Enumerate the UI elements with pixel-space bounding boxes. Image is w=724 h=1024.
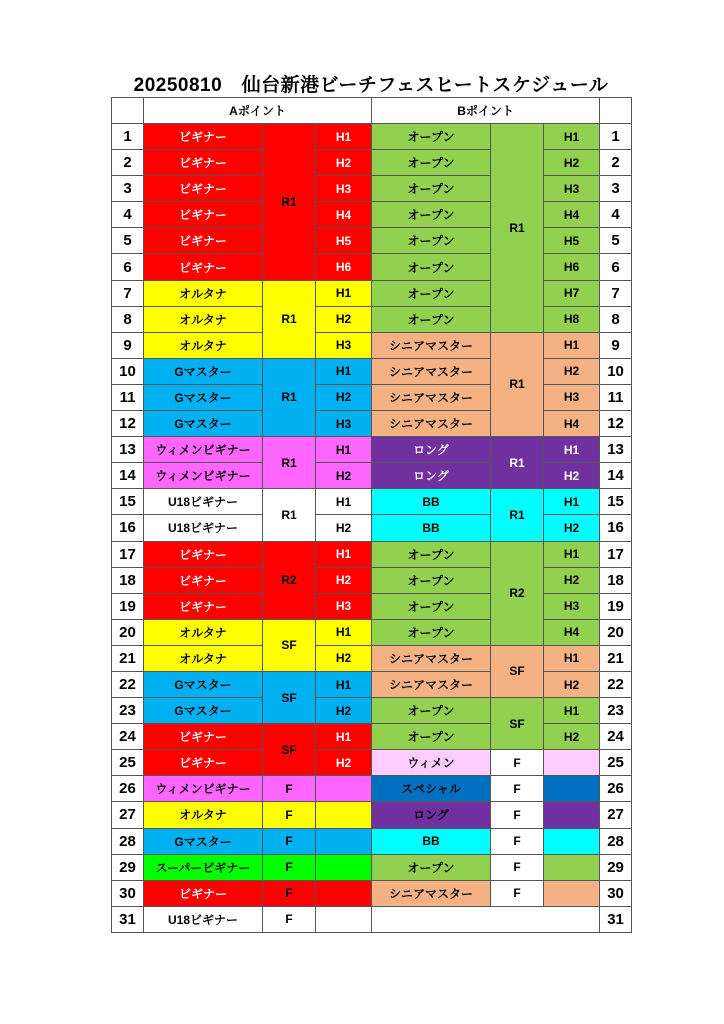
heat-number-left: 18 xyxy=(112,567,144,593)
b-round: F xyxy=(491,854,544,880)
heat-number-right: 3 xyxy=(600,176,632,202)
heat-number-right: 23 xyxy=(600,698,632,724)
b-round: F xyxy=(491,880,544,906)
a-category: Gマスター xyxy=(144,671,263,697)
heat-number-right: 27 xyxy=(600,802,632,828)
b-heat: H4 xyxy=(544,411,600,437)
a-category: ビギナー xyxy=(144,202,263,228)
b-category: オープン xyxy=(372,254,491,280)
a-heat: H2 xyxy=(316,306,372,332)
b-point-header: Bポイント xyxy=(372,98,600,124)
a-category: Gマスター xyxy=(144,411,263,437)
a-round: R1 xyxy=(263,489,316,541)
table-row xyxy=(112,515,632,541)
b-category: シニアマスター xyxy=(372,358,491,384)
b-category: オープン xyxy=(372,619,491,645)
b-category: オープン xyxy=(372,202,491,228)
a-category: ウィメンビギナー xyxy=(144,463,263,489)
a-round: SF xyxy=(263,619,316,671)
a-heat: H1 xyxy=(316,124,372,150)
heat-number-right: 1 xyxy=(600,124,632,150)
a-heat xyxy=(316,854,372,880)
a-heat: H1 xyxy=(316,619,372,645)
b-heat: H1 xyxy=(544,332,600,358)
b-round: F xyxy=(491,802,544,828)
page-title: 20250810 仙台新港ビーチフェスヒートスケジュール xyxy=(133,75,609,96)
b-category: オープン xyxy=(372,228,491,254)
heat-number-right: 6 xyxy=(600,254,632,280)
heat-number-right: 30 xyxy=(600,880,632,906)
heat-number-right: 10 xyxy=(600,358,632,384)
table-row xyxy=(112,358,632,384)
a-category: Gマスター xyxy=(144,828,263,854)
table-row xyxy=(112,802,632,828)
a-round: F xyxy=(263,828,316,854)
table-row xyxy=(112,489,632,515)
b-heat: H4 xyxy=(544,619,600,645)
b-heat: H7 xyxy=(544,280,600,306)
heat-number-right: 20 xyxy=(600,619,632,645)
heat-number-left: 7 xyxy=(112,280,144,306)
table-row xyxy=(112,567,632,593)
heat-number-left: 31 xyxy=(112,906,144,932)
b-heat: H2 xyxy=(544,515,600,541)
a-category: U18ビギナー xyxy=(144,515,263,541)
b-heat: H6 xyxy=(544,254,600,280)
table-row xyxy=(112,593,632,619)
b-heat: H5 xyxy=(544,228,600,254)
a-heat: H1 xyxy=(316,280,372,306)
heat-number-right: 12 xyxy=(600,411,632,437)
a-category: U18ビギナー xyxy=(144,489,263,515)
a-heat: H2 xyxy=(316,515,372,541)
a-heat: H3 xyxy=(316,411,372,437)
a-heat: H2 xyxy=(316,567,372,593)
heat-number-right: 29 xyxy=(600,854,632,880)
a-heat: H3 xyxy=(316,593,372,619)
heat-number-left: 14 xyxy=(112,463,144,489)
heat-number-right: 9 xyxy=(600,332,632,358)
a-round: R1 xyxy=(263,358,316,436)
b-heat: H2 xyxy=(544,150,600,176)
b-category: BB xyxy=(372,515,491,541)
a-heat: H1 xyxy=(316,437,372,463)
b-round: R1 xyxy=(491,489,544,541)
heat-number-right: 24 xyxy=(600,724,632,750)
b-category: シニアマスター xyxy=(372,645,491,671)
a-heat xyxy=(316,776,372,802)
b-heat xyxy=(544,828,600,854)
heat-number-right: 11 xyxy=(600,384,632,410)
heat-number-left: 15 xyxy=(112,489,144,515)
a-heat xyxy=(316,828,372,854)
table-row xyxy=(112,280,632,306)
a-heat: H1 xyxy=(316,671,372,697)
heat-number-left: 22 xyxy=(112,671,144,697)
heat-number-right: 2 xyxy=(600,150,632,176)
table-row xyxy=(112,150,632,176)
a-category: U18ビギナー xyxy=(144,906,263,932)
a-heat: H1 xyxy=(316,489,372,515)
b-category: スペシャル xyxy=(372,776,491,802)
b-heat xyxy=(544,802,600,828)
heat-number-right: 5 xyxy=(600,228,632,254)
heat-number-left: 26 xyxy=(112,776,144,802)
a-round: R1 xyxy=(263,437,316,489)
heat-number-left: 2 xyxy=(112,150,144,176)
b-category: ロング xyxy=(372,437,491,463)
heat-number-left: 1 xyxy=(112,124,144,150)
a-heat: H2 xyxy=(316,463,372,489)
a-category: ビギナー xyxy=(144,228,263,254)
b-heat: H4 xyxy=(544,202,600,228)
b-category: オープン xyxy=(372,176,491,202)
a-category: ビギナー xyxy=(144,880,263,906)
a-category: オルタナ xyxy=(144,645,263,671)
b-category: ウィメン xyxy=(372,750,491,776)
header-row xyxy=(112,98,632,124)
a-round: R1 xyxy=(263,280,316,358)
b-round: F xyxy=(491,750,544,776)
a-round: F xyxy=(263,880,316,906)
table-row xyxy=(112,619,632,645)
b-category: シニアマスター xyxy=(372,332,491,358)
b-category: オープン xyxy=(372,854,491,880)
heat-number-left: 19 xyxy=(112,593,144,619)
a-round: SF xyxy=(263,671,316,723)
table-row xyxy=(112,698,632,724)
heat-number-right: 7 xyxy=(600,280,632,306)
table-row xyxy=(112,332,632,358)
heat-number-left: 13 xyxy=(112,437,144,463)
b-category: BB xyxy=(372,828,491,854)
b-category: オープン xyxy=(372,541,491,567)
a-category: ビギナー xyxy=(144,124,263,150)
heat-number-right: 26 xyxy=(600,776,632,802)
heat-number-left: 27 xyxy=(112,802,144,828)
table-row xyxy=(112,384,632,410)
a-category: オルタナ xyxy=(144,619,263,645)
a-category: オルタナ xyxy=(144,280,263,306)
b-category: シニアマスター xyxy=(372,671,491,697)
heat-number-right: 17 xyxy=(600,541,632,567)
table-row xyxy=(112,724,632,750)
b-round: R1 xyxy=(491,332,544,436)
a-heat: H2 xyxy=(316,150,372,176)
b-heat: H2 xyxy=(544,671,600,697)
heat-number-left: 6 xyxy=(112,254,144,280)
table-row xyxy=(112,254,632,280)
b-heat: H3 xyxy=(544,593,600,619)
a-category: ビギナー xyxy=(144,541,263,567)
heat-number-right: 16 xyxy=(600,515,632,541)
b-category: BB xyxy=(372,489,491,515)
a-heat xyxy=(316,802,372,828)
heat-number-right: 14 xyxy=(600,463,632,489)
a-point-header: Aポイント xyxy=(144,98,372,124)
b-heat: H8 xyxy=(544,306,600,332)
table-row xyxy=(112,750,632,776)
a-category: Gマスター xyxy=(144,358,263,384)
table-row xyxy=(112,671,632,697)
heat-number-right: 18 xyxy=(600,567,632,593)
heat-number-left: 30 xyxy=(112,880,144,906)
header-blank-left xyxy=(112,98,144,124)
b-category: オープン xyxy=(372,124,491,150)
table-row xyxy=(112,880,632,906)
table-row xyxy=(112,854,632,880)
a-category: ウィメンビギナー xyxy=(144,437,263,463)
a-heat: H3 xyxy=(316,176,372,202)
a-heat: H1 xyxy=(316,541,372,567)
heat-number-right: 4 xyxy=(600,202,632,228)
a-heat: H5 xyxy=(316,228,372,254)
heat-number-left: 25 xyxy=(112,750,144,776)
b-category: オープン xyxy=(372,280,491,306)
b-category: オープン xyxy=(372,150,491,176)
table-row xyxy=(112,541,632,567)
b-category: オープン xyxy=(372,593,491,619)
b-category: ロング xyxy=(372,802,491,828)
b-round: F xyxy=(491,828,544,854)
b-category: ロング xyxy=(372,463,491,489)
a-heat: H2 xyxy=(316,750,372,776)
b-category: オープン xyxy=(372,306,491,332)
b-round: R2 xyxy=(491,541,544,645)
b-heat xyxy=(544,854,600,880)
heat-number-right: 25 xyxy=(600,750,632,776)
b-heat: H2 xyxy=(544,567,600,593)
heat-number-right: 22 xyxy=(600,671,632,697)
a-category: ウィメンビギナー xyxy=(144,776,263,802)
b-heat: H1 xyxy=(544,124,600,150)
heat-number-right: 15 xyxy=(600,489,632,515)
heat-number-left: 9 xyxy=(112,332,144,358)
b-heat: H2 xyxy=(544,358,600,384)
a-heat: H3 xyxy=(316,332,372,358)
heat-number-left: 12 xyxy=(112,411,144,437)
a-heat: H2 xyxy=(316,384,372,410)
a-heat: H4 xyxy=(316,202,372,228)
b-category: オープン xyxy=(372,567,491,593)
heat-number-left: 5 xyxy=(112,228,144,254)
heat-number-right: 21 xyxy=(600,645,632,671)
table-row xyxy=(112,437,632,463)
b-empty xyxy=(372,906,600,932)
heat-number-right: 28 xyxy=(600,828,632,854)
b-round: R1 xyxy=(491,124,544,333)
heat-number-left: 23 xyxy=(112,698,144,724)
heat-number-right: 31 xyxy=(600,906,632,932)
table-row xyxy=(112,228,632,254)
a-round: R2 xyxy=(263,541,316,619)
a-category: ビギナー xyxy=(144,593,263,619)
b-heat xyxy=(544,750,600,776)
b-heat: H1 xyxy=(544,437,600,463)
b-round: R1 xyxy=(491,437,544,489)
table-row xyxy=(112,645,632,671)
a-category: Gマスター xyxy=(144,384,263,410)
b-heat xyxy=(544,776,600,802)
table-row xyxy=(112,463,632,489)
heat-number-right: 19 xyxy=(600,593,632,619)
a-category: オルタナ xyxy=(144,802,263,828)
a-heat: H2 xyxy=(316,645,372,671)
table-row xyxy=(112,411,632,437)
a-category: オルタナ xyxy=(144,332,263,358)
a-round: F xyxy=(263,776,316,802)
heat-number-left: 24 xyxy=(112,724,144,750)
heat-number-left: 28 xyxy=(112,828,144,854)
table-row xyxy=(112,306,632,332)
heat-number-left: 8 xyxy=(112,306,144,332)
b-category: シニアマスター xyxy=(372,411,491,437)
a-category: Gマスター xyxy=(144,698,263,724)
table-row xyxy=(112,906,632,932)
b-heat: H2 xyxy=(544,724,600,750)
table-row xyxy=(112,124,632,150)
b-heat: H1 xyxy=(544,698,600,724)
a-round: F xyxy=(263,906,316,932)
a-round: F xyxy=(263,802,316,828)
a-category: ビギナー xyxy=(144,750,263,776)
heat-number-left: 21 xyxy=(112,645,144,671)
heat-number-right: 8 xyxy=(600,306,632,332)
a-heat xyxy=(316,906,372,932)
b-round: SF xyxy=(491,698,544,750)
b-heat: H1 xyxy=(544,489,600,515)
a-category: ビギナー xyxy=(144,254,263,280)
a-round: R1 xyxy=(263,124,316,281)
b-heat: H2 xyxy=(544,463,600,489)
table-row xyxy=(112,202,632,228)
heat-number-left: 3 xyxy=(112,176,144,202)
b-heat: H3 xyxy=(544,384,600,410)
b-category: オープン xyxy=(372,698,491,724)
b-category: オープン xyxy=(372,724,491,750)
heat-schedule-table xyxy=(111,97,632,933)
a-category: ビギナー xyxy=(144,176,263,202)
b-round: F xyxy=(491,776,544,802)
a-heat: H1 xyxy=(316,724,372,750)
a-heat: H1 xyxy=(316,358,372,384)
a-category: ビギナー xyxy=(144,724,263,750)
a-heat: H6 xyxy=(316,254,372,280)
header-blank-right xyxy=(600,98,632,124)
heat-number-left: 20 xyxy=(112,619,144,645)
heat-number-right: 13 xyxy=(600,437,632,463)
b-heat: H3 xyxy=(544,176,600,202)
b-category: シニアマスター xyxy=(372,880,491,906)
a-category: ビギナー xyxy=(144,150,263,176)
a-category: スーパービギナー xyxy=(144,854,263,880)
heat-number-left: 17 xyxy=(112,541,144,567)
b-heat: H1 xyxy=(544,541,600,567)
b-category: シニアマスター xyxy=(372,384,491,410)
table-row xyxy=(112,776,632,802)
table-row xyxy=(112,176,632,202)
heat-number-left: 16 xyxy=(112,515,144,541)
heat-number-left: 11 xyxy=(112,384,144,410)
a-category: ビギナー xyxy=(144,567,263,593)
b-round: SF xyxy=(491,645,544,697)
heat-number-left: 29 xyxy=(112,854,144,880)
a-heat: H2 xyxy=(316,698,372,724)
a-round: SF xyxy=(263,724,316,776)
heat-number-left: 4 xyxy=(112,202,144,228)
heat-number-left: 10 xyxy=(112,358,144,384)
a-round: F xyxy=(263,854,316,880)
a-category: オルタナ xyxy=(144,306,263,332)
b-heat: H1 xyxy=(544,645,600,671)
a-heat xyxy=(316,880,372,906)
b-heat xyxy=(544,880,600,906)
table-row xyxy=(112,828,632,854)
